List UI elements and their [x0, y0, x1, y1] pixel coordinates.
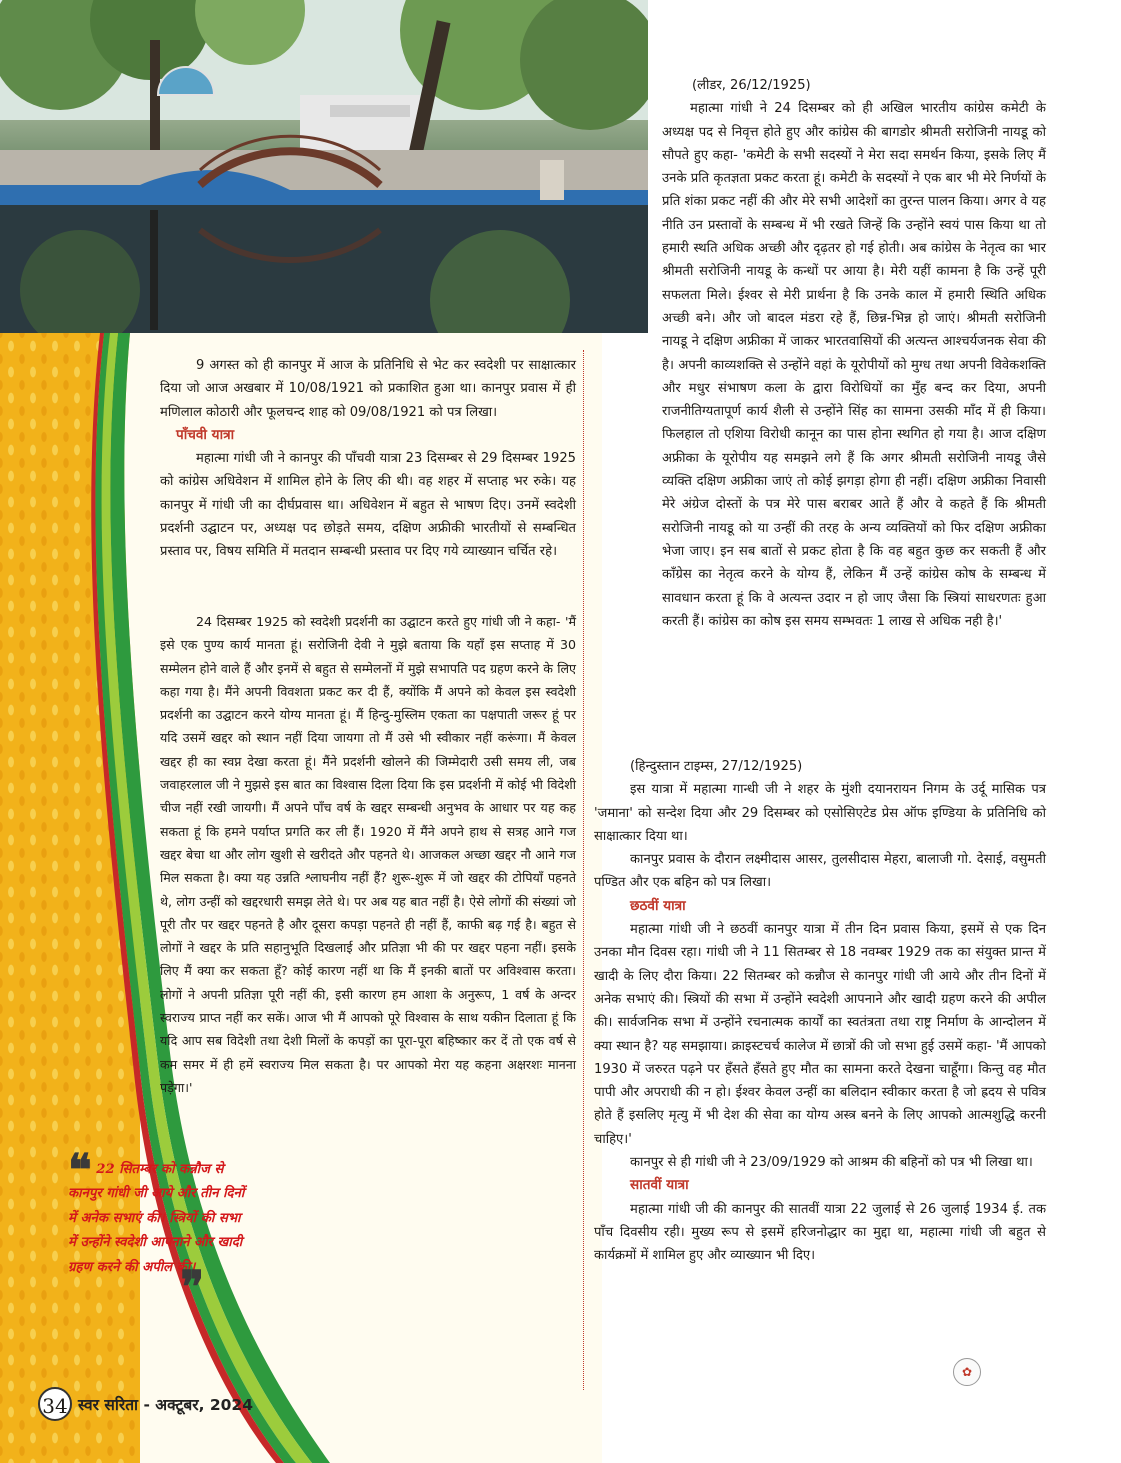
zamana-paragraph: इस यात्रा में महात्मा गान्धी जी ने शहर के मुंशी दयानरायन निगम के उर्दू मासिक पत्र 'जमाना' को सन्देश दिया और 29 दिसम्बर को एसोसिएटेड प्रेस ऑफ इण्डिया के प्रतिनिधि को साक्षात्कार दिया था।	[594, 782, 1046, 844]
page-footer	[38, 1387, 253, 1421]
sixth-journey-paragraph: महात्मा गांधी जी ने छठवीं कानपुर यात्रा में तीन दिन प्रवास किया, इसमें से एक दिन उनका मौन दिवस रहा। गांधी जी ने 11 सितम्बर से 18 नवम्बर 1929 तक का संयुक्त प्रान्त में खादी के लिए दौरा किया। 22 सितम्बर को कन्नौज से कानपुर गांधी जी आये और तीन दिनों में अनेक सभाएं की। स्त्रियों की सभा में उन्होंने स्वदेशी आपनाने और खादी ग्रहण करने की अपील की। सार्वजनिक सभा में उन्होंने रचनात्मक कार्यों का स्वतंत्रता तथा राष्ट्र निर्माण के आन्दोलन में क्या स्थान है? यह समझाया। क्राइस्टचर्च कालेज में छात्रों की जो सभा हुई उसमें कहा- 'मैं आपको 1930 में जरुरत पढ़ने पर हँसते हँसते हुए मौत का सामना करते देखना चाहूँगा। किन्तु वह मौत पापी और अपराधी की न हो। ईश्वर केवल उन्हीं का बलिदान स्वीकार करता है जो ह्रदय से पवित्र होते हैं इसलिए मृत्यु में भी देश की सेवा का योग्य अस्त्र बनने के लिए आपको आत्मशुद्धि करनी चाहिए।'	[594, 922, 1046, 1147]
left-column-upper	[160, 354, 576, 564]
pull-quote	[68, 1145, 246, 1314]
open-quote-icon: ❝	[68, 1145, 92, 1196]
citation-leader: (लीडर, 26/12/1925)	[692, 78, 811, 93]
column-divider	[583, 350, 584, 1390]
seventh-journey-paragraph: महात्मा गांधी जी की कानपुर की सातवीं यात्रा 22 जुलाई से 26 जुलाई 1934 ई. तक पाँच दिवसीय रही। मुख्य रूप से इसमें हरिजनोद्धार का मुद्दा था, महात्मा गांधी जी बहुत से कार्यक्रमों में शामिल हुए और व्याख्यान भी दिए।	[594, 1201, 1046, 1264]
fifth-journey-paragraph: महात्मा गांधी जी ने कानपुर की पाँचवी यात्रा 23 दिसम्बर से 29 दिसम्बर 1925 को कांग्रेस अधिवेशन में शामिल होने के लिए की थी। वह शहर में सप्ताह भर रुके। यह कानपुर में गांधी जी का दीर्घप्रवास था। अधिवेशन में बहुत से भाषण दिए। उनमें स्वदेशी प्रदर्शनी उद्घाटन पर, अध्यक्ष पद छोड़ते समय, दक्षिण अफ्रीकी भारतीयों से सम्बन्धित प्रस्ताव पर, विषय समिति में मतदान सम्बन्धी प्रस्ताव पर दिए गये व्याख्यान चर्चित रहे।	[160, 451, 576, 560]
park-pond-bridge-photo	[0, 0, 648, 333]
intro-paragraph: 9 अगस्त को ही कानपुर में आज के प्रतिनिधि से भेट कर स्वदेशी पर साक्षात्कार दिया जो आज अखबार में 10/08/1921 को प्रकाशित हुआ था। कानपुर प्रवास में ही मणिलाल कोठारी और फूलचन्द शाह को 09/08/1921 को पत्र लिखा।	[160, 358, 576, 420]
close-quote-icon: ❞	[180, 1262, 204, 1314]
magazine-logo-icon: ✿	[953, 1358, 981, 1386]
pull-quote-text: 22 सितम्बर को कन्नौज से कानपुर गांधी जी आये और तीन दिनों में अनेक सभाएं की। स्त्रियों की सभा में उन्होंने स्वदेशी आपनाने और खादी ग्रहण करने की अपील की।	[68, 1162, 245, 1275]
page-number: 34	[38, 1387, 72, 1421]
ashram-letter-paragraph: कानपुर से ही गांधी जी ने 23/09/1929 को आश्रम की बहिनों को पत्र भी लिखा था।	[630, 1155, 1033, 1171]
left-column-lower	[160, 610, 576, 1099]
heading-seventh-journey: सातवीं यात्रा	[630, 1177, 689, 1194]
right-column	[594, 74, 1046, 633]
heading-sixth-journey: छठवीं यात्रा	[630, 897, 686, 914]
exhibition-speech-paragraph: 24 दिसम्बर 1925 को स्वदेशी प्रदर्शनी का उद्घाटन करते हुए गांधी जी ने कहा- 'मैं इसे एक पुण्य कार्य मानता हूं। सरोजिनी देवी ने मुझे बताया कि यहाँ इस सप्ताह में 30 सम्मेलन होने वाले हैं और इनमें से बहुत से सम्मेलनों में मुझे सभापति पद ग्रहण करने के लिए कहा गया है। मैंने अपनी विवशता प्रकट कर दी हैं, क्योंकि मैं अपने को केवल इस स्वदेशी प्रदर्शनी का उद्घाटन करने योग्य मानता हूं। मैं हिन्दु-मुस्लिम एकता का पक्षपाती जरूर हूं पर यदि उसमें खद्दर को स्थान नहीं दिया जायगा तो मैं उसे भी स्वीकार नहीं करूंगा। मैं केवल खद्दर ही का स्वप्न देखा करता हूं। मैंने प्रदर्शनी खोलने की जिम्मेदारी उसी समय ली, जब जवाहरलाल जी ने मुझसे इस बात का विश्वास दिला दिया कि इस प्रदर्शनी में कोई भी विदेशी चीज नहीं रखी जायगी। मैं अपने पाँच वर्ष के खद्दर सम्बन्धी अनुभव के आधार पर यह कह सकता हूं कि हमने पर्याप्त प्रगति कर ली हैं। 1920 में मैंने अपने हाथ से सत्रह आने गज खद्दर बेचा था और लोग खुशी से खरीदते और पहनते थे। आजकल अच्छा खद्दर नौ आने गज मिल सकता है। क्या यह उन्नति श्लाघनीय नहीं हैं? शुरू-शुरू में जो खद्दर की टोपियाँ पहनते थे, लोग उन्हीं को खद्दरधारी समझ लेते थे। पर अब यह बात नहीं है। ऐसे लोगों की संख्यां जो पूरी तौर पर खद्दर पहनते है और दूसरा कपड़ा पहनते ही नहीं हैं, काफी बढ़ गई है। बहुत से लोगों ने खद्दर के प्रति सहानुभूति दिखलाई और प्रतिज्ञा भी की पर खद्दर पहना नहीं। इसके लिए मैं क्या कर सकता हूँ? कोई कारण नहीं था कि मैं इनकी बातों पर अविश्वास करता। लोगों ने अपनी प्रतिज्ञा पूरी नहीं की, इसी कारण हम आशा के अनुरूप, 1 वर्ष के अन्दर स्वराज्य प्राप्त नहीं कर सकें। आज भी मैं आपको पूरे विश्वास के साथ यकीन दिलाता हूं कि यदि आप सब विदेशी तथा देशी मिलों के कपड़ों का पूरा-पूरा बहिष्कार कर दें तो एक वर्ष से कम समर में ही हमें स्वराज्य मिल सकता है। पर आपको मेरा यह कहना अक्षरशः मानना पड़ेगा।'	[160, 614, 576, 1095]
magazine-issue: स्वर सरिता - अक्टूबर, 2024	[78, 1396, 254, 1414]
resignation-speech-paragraph: महात्मा गांधी ने 24 दिसम्बर को ही अखिल भारतीय कांग्रेस कमेटी के अध्यक्ष पद से निवृत्त होते हुए और कांग्रेस की बागडोर श्रीमती सरोजिनी नायडू को सौपते हुए कहा- 'कमेटी के सभी सदस्यों ने मेरा सदा समर्थन किया, इसके लिए मैं उनके प्रति कृतज्ञता प्रकट करता हूं। कमेटी के सदस्यों ने एक बार भी मेरे निर्णयों के प्रति शंका प्रकट नहीं की और मेरे सभी आदेशों का तुरन्त पालन किया। अगर वे यह नीति उन प्रस्तावों के सम्बन्ध में भी रखते जिन्हें कि उन्होंने स्वयं पास किया था तो हमारी स्थति अधिक अच्छी और दृढ़तर हो गई होती। अब कांग्रेस के नेतृत्व का भार श्रीमती सरोजिनी नायडू के कन्धों पर आया है। मेरी यहीं कामना है कि उन्हें पूरी सफलता मिले। ईश्वर से मेरी प्रार्थना है कि उनके काल में हमारी स्थिति अधिक अच्छी बने। और जो बादल मंडरा रहे हैं, छिन्न-भिन्न हो जाएं। श्रीमती सरोजिनी नायडू ने दक्षिण अफ्रीका में जाकर भारतवासियों की अत्यन्त आश्चर्यजनक सेवा की है। अपनी काव्यशक्ति से उन्होंने वहां के यूरोपीयों को मुग्ध तथा अपनी विवेकशक्ति और मधुर संभाषण कला के द्वारा विरोधियों का मुँह बन्द कर दिया, अपनी राजनीतिग्यतापूर्ण कार्य शैली से उन्होंने सिंह का सामना उसकी माँद में ही किया। फिलहाल तो एशिया विरोधी कानून का पास होना स्थगित हो गया है। आज दक्षिण अफ्रीका के यूरोपीय यह समझने लगे हैं कि अगर श्रीमती सरोजिनी नायडू जैसे व्यक्ति दक्षिण अफ्रीका जाएं तो कोई झगड़ा होगा ही नहीं। दक्षिण अफ्रीका निवासी मेरे अंग्रेज दोस्तों के पत्र मेरे पास बराबर आते हैं और वे कहते हैं कि श्रीमती सरोजिनी नायडू को या उन्हीं की तरह के अन्य व्यक्तियों को फिर दक्षिण अफ्रीका भेजा जाए। इन सब बातों से प्रकट होता है कि वह बहुत कुछ कर सकती हैं और काँग्रेस का नेतृत्व करने के योग्य हैं, लेकिन मैं उन्हें कांग्रेस कोष के सम्बन्ध में सावधान करता हूं कि वे अत्यन्त उदार न हो जाए जैसा कि स्त्रियां साधरणतः हुआ करती हैं। कांग्रेस का कोष इस समय सम्भवतः 1 लाख से अधिक नही है।'	[662, 101, 1046, 629]
right-column-lower	[594, 755, 1046, 1268]
citation-hindustan-times: (हिन्दुस्तान टाइम्स, 27/12/1925)	[630, 759, 803, 774]
letters-paragraph: कानपुर प्रवास के दौरान लक्ष्मीदास आसर, तुलसीदास मेहरा, बालाजी गो. देसाई, वसुमती पण्डित और एक बहिन को पत्र लिखा।	[594, 852, 1046, 891]
heading-fifth-journey: पाँचवी यात्रा	[176, 426, 235, 443]
